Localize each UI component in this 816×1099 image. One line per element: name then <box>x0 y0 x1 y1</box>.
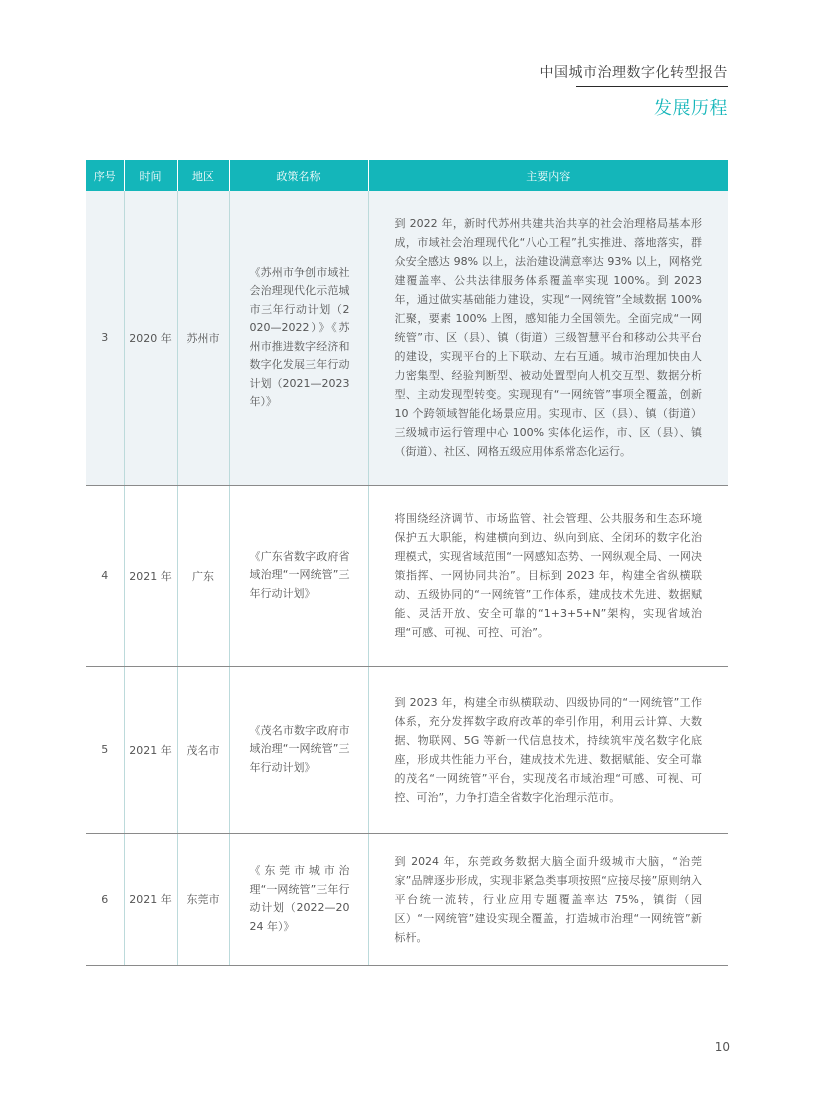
row-main-content: 到 2023 年，构建全市纵横联动、四级协同的“一网统管”工作体系，充分发挥数字政府改革的牵引作用，利用云计算、大数据、物联网、5G 等新一代信息技术，持续筑牢茂名数字化底座，形成共性能力平台，建成技术先进、数据赋能、安全可靠的茂名“一网统管”平台，实现茂名市域治理“可感、可视、可控、可治”，力争打造全省数字化治理示范市。 <box>368 666 728 833</box>
column-header-policy: 政策名称 <box>229 160 368 191</box>
row-year: 2021 年 <box>124 833 177 965</box>
column-header-content: 主要内容 <box>368 160 728 191</box>
header-divider <box>576 86 728 87</box>
table-row <box>86 833 728 965</box>
row-region: 茂名市 <box>177 666 229 833</box>
row-index: 3 <box>86 191 124 485</box>
row-year: 2020 年 <box>124 191 177 485</box>
column-header-index: 序号 <box>86 160 124 191</box>
policy-table <box>86 160 728 966</box>
section-title: 发展历程 <box>654 98 728 119</box>
row-main-content: 将围绕经济调节、市场监管、社会管理、公共服务和生态环境保护五大职能，构建横向到边、纵向到底、全闭环的数字化治理模式，实现省域范围“一网感知态势、一网纵观全局、一网决策指挥、一网协同共治”。目标到 2023 年，构建全省纵横联动、五级协同的“一网统管”工作体系，建成技术先进、数据赋能、灵活开放、安全可靠的“1+3+5+N”架构，实现省域治理“可感、可视、可控、可治”。 <box>368 485 728 666</box>
row-index: 6 <box>86 833 124 965</box>
row-year: 2021 年 <box>124 666 177 833</box>
row-region: 广东 <box>177 485 229 666</box>
row-region: 苏州市 <box>177 191 229 485</box>
table-row <box>86 485 728 666</box>
row-policy-name: 《苏州市争创市域社会治理现代化示范城市三年行动计划（2020—2022）》《苏州市推进数字经济和数字化发展三年行动计划（2021—2023 年）》 <box>229 191 368 485</box>
column-header-year: 时间 <box>124 160 177 191</box>
column-header-region: 地区 <box>177 160 229 191</box>
row-year: 2021 年 <box>124 485 177 666</box>
policy-table-container <box>86 160 728 966</box>
table-row <box>86 191 728 485</box>
table-header-row <box>86 160 728 191</box>
row-main-content: 到 2022 年，新时代苏州共建共治共享的社会治理格局基本形成，市域社会治理现代化“八心工程”扎实推进、落地落实，群众安全感达 98% 以上，法治建设满意率达 93% 以上，网格党建覆盖率、公共法律服务体系覆盖率实现 100%。到 2023 年，通过做实基础能力建设，实现“一网统管”全域数据 100% 汇聚，要素 100% 上图，感知能力全国领先。全面完成“一网统管”市、区（县）、镇（街道）三级智慧平台和移动公共平台的建设，实现平台的上下联动、左右互通。城市治理加快由人力密集型、经验判断型、被动处置型向人机交互型、数据分析型、主动发现型转变。实现现有“一网统管”事项全覆盖，创新 10 个跨领域智能化场景应用。实现市、区（县）、镇（街道）三级城市运行管理中心 100% 实体化运作，市、区（县）、镇（街道）、社区、网格五级应用体系常态化运行。 <box>368 191 728 485</box>
row-index: 4 <box>86 485 124 666</box>
report-title: 中国城市治理数字化转型报告 <box>539 65 728 81</box>
row-policy-name: 《东莞市城市治理“一网统管”三年行动计划（2022—2024 年）》 <box>229 833 368 965</box>
row-region: 东莞市 <box>177 833 229 965</box>
row-index: 5 <box>86 666 124 833</box>
page-number: 10 <box>714 1040 730 1054</box>
table-row <box>86 666 728 833</box>
row-policy-name: 《茂名市数字政府市域治理“一网统管”三年行动计划》 <box>229 666 368 833</box>
row-main-content: 到 2024 年，东莞政务数据大脑全面升级城市大脑，“治莞家”品牌逐步形成，实现非紧急类事项按照“应接尽接”原则纳入平台统一流转，行业应用专题覆盖率达 75%，镇街（园区）“一网统管”建设实现全覆盖，打造城市治理“一网统管”新标杆。 <box>368 833 728 965</box>
row-policy-name: 《广东省数字政府省域治理“一网统管”三年行动计划》 <box>229 485 368 666</box>
